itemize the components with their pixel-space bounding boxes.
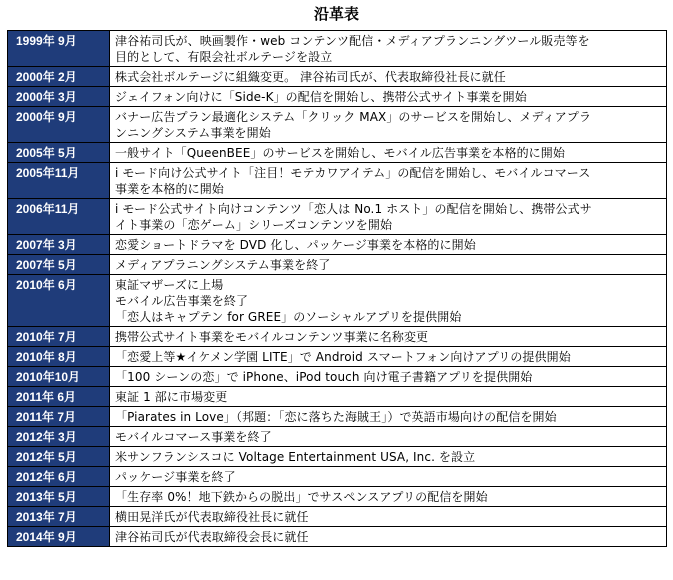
- event-line: 横田晃洋氏が代表取締役社長に就任: [115, 510, 309, 524]
- event-line: i モード公式サイト向けコンテンツ「恋人は No.1 ホスト」の配信を開始し、携帯公式サ: [115, 202, 592, 216]
- table-row: [8, 447, 667, 467]
- date-cell: 1999年 9月: [8, 31, 110, 67]
- table-row: [8, 143, 667, 163]
- event-line: 目的として、有限会社ボルテージを設立: [115, 50, 333, 64]
- date-cell: 2010年 6月: [8, 275, 110, 327]
- event-cell: [110, 163, 667, 199]
- date-cell: 2010年10月: [8, 367, 110, 387]
- event-cell: [110, 199, 667, 235]
- date-cell: 2012年 5月: [8, 447, 110, 467]
- event-cell: [110, 107, 667, 143]
- history-table: [7, 30, 667, 547]
- event-cell: [110, 255, 667, 275]
- table-row: [8, 275, 667, 327]
- event-line: メディアプラニングシステム事業を終了: [115, 258, 331, 272]
- event-cell: [110, 487, 667, 507]
- event-line: 株式会社ボルテージに組織変更。 津谷祐司氏が、代表取締役社長に就任: [115, 70, 506, 84]
- event-cell: [110, 327, 667, 347]
- event-cell: [110, 367, 667, 387]
- table-row: [8, 199, 667, 235]
- date-cell: 2000年 3月: [8, 87, 110, 107]
- date-cell: 2000年 2月: [8, 67, 110, 87]
- table-row: [8, 107, 667, 143]
- table-row: [8, 235, 667, 255]
- event-line: 携帯公式サイト事業をモバイルコンテンツ事業に名称変更: [115, 330, 429, 344]
- date-cell: 2005年11月: [8, 163, 110, 199]
- table-row: [8, 163, 667, 199]
- event-cell: [110, 507, 667, 527]
- event-line: 事業を本格的に開始: [115, 182, 224, 196]
- date-cell: 2010年 7月: [8, 327, 110, 347]
- table-row: [8, 387, 667, 407]
- event-cell: [110, 427, 667, 447]
- date-cell: 2006年11月: [8, 199, 110, 235]
- event-cell: [110, 31, 667, 67]
- date-cell: 2013年 5月: [8, 487, 110, 507]
- event-line: バナー広告プラン最適化システム「クリック MAX」のサービスを開始し、メディアプラ: [115, 110, 592, 124]
- event-cell: [110, 143, 667, 163]
- event-line: イト事業の「恋ゲーム」シリーズコンテンツを開始: [115, 218, 393, 232]
- event-line: 「100 シーンの恋」で iPhone、iPod touch 向け電子書籍アプリを提供開始: [115, 370, 533, 384]
- event-line: i モード向け公式サイト「注目！モテカワアイテム」の配信を開始し、モバイルコマース: [115, 166, 591, 180]
- date-cell: 2011年 6月: [8, 387, 110, 407]
- event-cell: [110, 467, 667, 487]
- date-cell: 2007年 5月: [8, 255, 110, 275]
- event-line: 津谷祐司氏が代表取締役会長に就任: [115, 530, 309, 544]
- date-cell: 2012年 6月: [8, 467, 110, 487]
- table-row: [8, 407, 667, 427]
- event-line: 恋愛ショートドラマを DVD 化し、パッケージ事業を本格的に開始: [115, 238, 476, 252]
- event-cell: [110, 347, 667, 367]
- event-line: 「恋人はキャプテン for GREE」のソーシャルアプリを提供開始: [115, 310, 462, 324]
- event-cell: [110, 447, 667, 467]
- event-cell: [110, 387, 667, 407]
- event-line: 「Piarates in Love」（邦題：「恋に落ちた海賊王」）で英語市場向けの配信を開始: [115, 410, 557, 424]
- table-row: [8, 487, 667, 507]
- table-row: [8, 255, 667, 275]
- table-row: [8, 367, 667, 387]
- table-row: [8, 507, 667, 527]
- date-cell: 2005年 5月: [8, 143, 110, 163]
- table-row: [8, 87, 667, 107]
- event-cell: [110, 235, 667, 255]
- table-row: [8, 31, 667, 67]
- event-line: モバイル広告事業を終了: [115, 294, 249, 308]
- page-title: 沿革表: [313, 5, 359, 23]
- event-line: ンニングシステム事業を開始: [115, 126, 271, 140]
- event-cell: [110, 527, 667, 547]
- date-cell: 2007年 3月: [8, 235, 110, 255]
- event-cell: [110, 67, 667, 87]
- event-line: 米サンフランシスコに Voltage Entertainment USA, Inc. を設立: [115, 450, 476, 464]
- date-cell: 2010年 8月: [8, 347, 110, 367]
- event-line: パッケージ事業を終了: [115, 470, 236, 484]
- event-line: 東証マザーズに上場: [115, 278, 224, 292]
- event-line: 東証 1 部に市場変更: [115, 390, 228, 404]
- date-cell: 2014年 9月: [8, 527, 110, 547]
- table-row: [8, 527, 667, 547]
- history-table-body: [8, 31, 667, 547]
- event-line: モバイルコマース事業を終了: [115, 430, 272, 444]
- event-cell: [110, 87, 667, 107]
- table-row: [8, 327, 667, 347]
- date-cell: 2011年 7月: [8, 407, 110, 427]
- event-cell: [110, 275, 667, 327]
- event-cell: [110, 407, 667, 427]
- table-row: [8, 467, 667, 487]
- table-row: [8, 347, 667, 367]
- event-line: 津谷祐司氏が、映画製作・web コンテンツ配信・メディアプランニングツール販売等を: [115, 34, 590, 48]
- date-cell: 2013年 7月: [8, 507, 110, 527]
- table-row: [8, 427, 667, 447]
- event-line: ジェイフォン向けに「Side-K」の配信を開始し、携帯公式サイト事業を開始: [115, 90, 527, 104]
- event-line: 「生存率 0%！地下鉄からの脱出」でサスペンスアプリの配信を開始: [115, 490, 488, 504]
- event-line: 「恋愛上等★イケメン学園 LITE」で Android スマートフォン向けアプリの提供開始: [115, 350, 571, 364]
- event-line: 一般サイト「QueenBEE」のサービスを開始し、モバイル広告事業を本格的に開始: [115, 146, 565, 160]
- table-row: [8, 67, 667, 87]
- date-cell: 2000年 9月: [8, 107, 110, 143]
- date-cell: 2012年 3月: [8, 427, 110, 447]
